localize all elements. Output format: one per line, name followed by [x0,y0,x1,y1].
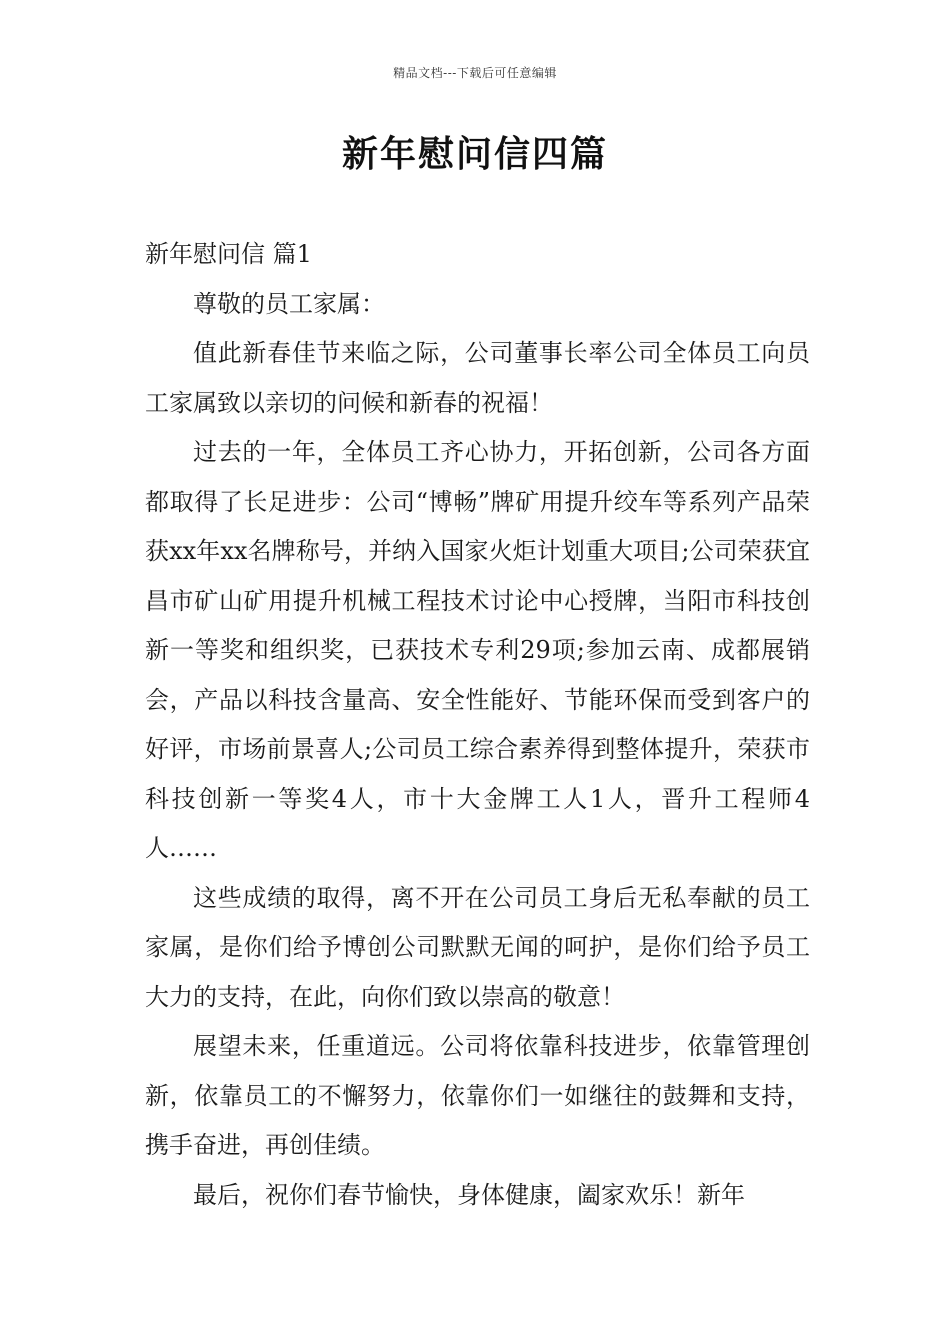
document-body [145,230,810,1220]
paragraph: 值此新春佳节来临之际，公司董事长率公司全体员工向员工家属致以亲切的问候和新春的祝福！ [145,339,810,417]
document-title: 新年慰问信四篇 [341,133,608,175]
section-heading: 新年慰问信 篇1 [145,240,312,268]
paragraph: 这些成绩的取得，离不开在公司员工身后无私奉献的员工家属，是你们给予博创公司默默无闻的呵护，是你们给予员工大力的支持，在此，向你们致以崇高的敬意！ [145,883,810,1011]
paragraph: 展望未来，任重道远。公司将依靠科技进步，依靠管理创新，依靠员工的不懈努力，依靠你们一如继往的鼓舞和支持，携手奋进，再创佳绩。 [145,1032,810,1159]
paragraph: 最后，祝你们春节愉快，身体健康，阖家欢乐！新年 [193,1180,745,1209]
salutation: 尊敬的员工家属： [193,289,385,318]
header-note: 精品文档---下载后可任意编辑 [393,66,557,80]
paragraph: 过去的一年，全体员工齐心协力，开拓创新，公司各方面都取得了长足进步：公司“博畅”牌矿用提升绞车等系列产品荣获xx年xx名牌称号，并纳入国家火炬计划重大项目;公司荣获宜昌市矿山矿用提升机械工程技术讨论中心授牌，当阳市科技创新一等奖和组织奖，已获技术专利29项;参加云南、成都展销会，产品以科技含量高、安全性能好、节能环保而受到客户的好评，市场前景喜人;公司员工综合素养得到整体提升，荣获市科技创新一等奖4人，市十大金牌工人1人，晋升工程师4人…… [145,438,810,862]
